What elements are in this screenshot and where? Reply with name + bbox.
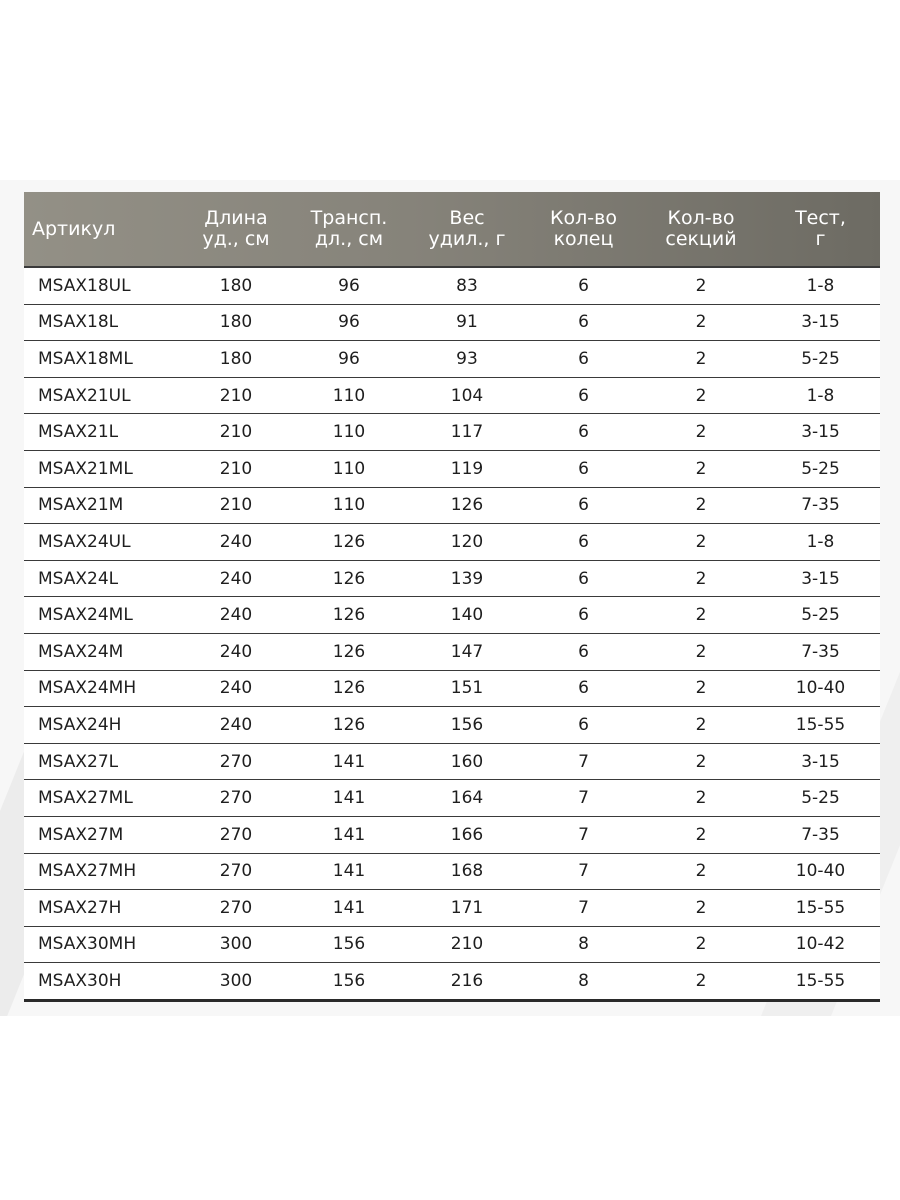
- cell-transport-length: 96: [290, 267, 408, 304]
- cell-weight: 91: [408, 304, 526, 341]
- cell-article: MSAX18UL: [24, 267, 182, 304]
- cell-article: MSAX21ML: [24, 450, 182, 487]
- table-row: [24, 597, 880, 634]
- cell-weight: 171: [408, 890, 526, 927]
- cell-sections-count: 2: [641, 450, 761, 487]
- cell-sections-count: 2: [641, 890, 761, 927]
- cell-rod-length: 240: [182, 524, 290, 561]
- header-label: уд., см: [202, 228, 270, 250]
- table-row: [24, 707, 880, 744]
- cell-rings-count: 8: [526, 926, 641, 963]
- cell-article: MSAX24MH: [24, 670, 182, 707]
- header-label: Артикул: [32, 217, 116, 240]
- cell-article: MSAX27L: [24, 743, 182, 780]
- cell-rod-length: 270: [182, 780, 290, 817]
- cell-sections-count: 2: [641, 853, 761, 890]
- cell-test: 10-40: [761, 670, 880, 707]
- cell-rings-count: 7: [526, 890, 641, 927]
- cell-rings-count: 6: [526, 707, 641, 744]
- cell-rings-count: 6: [526, 633, 641, 670]
- cell-weight: 166: [408, 816, 526, 853]
- header-rings-count: [526, 192, 641, 267]
- cell-transport-length: 110: [290, 377, 408, 414]
- cell-test: 3-15: [761, 560, 880, 597]
- header-row: [24, 192, 880, 267]
- cell-transport-length: 110: [290, 450, 408, 487]
- cell-article: MSAX18L: [24, 304, 182, 341]
- cell-test: 3-15: [761, 304, 880, 341]
- cell-rod-length: 240: [182, 670, 290, 707]
- cell-rings-count: 6: [526, 487, 641, 524]
- cell-sections-count: 2: [641, 926, 761, 963]
- cell-sections-count: 2: [641, 377, 761, 414]
- cell-transport-length: 96: [290, 304, 408, 341]
- cell-weight: 139: [408, 560, 526, 597]
- cell-sections-count: 2: [641, 304, 761, 341]
- header-label: секций: [665, 228, 737, 250]
- cell-weight: 83: [408, 267, 526, 304]
- cell-weight: 168: [408, 853, 526, 890]
- cell-sections-count: 2: [641, 414, 761, 451]
- header-label: колец: [553, 228, 614, 250]
- cell-weight: 104: [408, 377, 526, 414]
- cell-test: 15-55: [761, 963, 880, 1001]
- cell-sections-count: 2: [641, 743, 761, 780]
- cell-rings-count: 8: [526, 963, 641, 1001]
- cell-rings-count: 7: [526, 853, 641, 890]
- cell-test: 7-35: [761, 816, 880, 853]
- cell-sections-count: 2: [641, 597, 761, 634]
- header-label: Кол-во: [667, 207, 735, 229]
- cell-sections-count: 2: [641, 560, 761, 597]
- cell-rod-length: 300: [182, 926, 290, 963]
- cell-sections-count: 2: [641, 963, 761, 1001]
- cell-article: MSAX21L: [24, 414, 182, 451]
- cell-rod-length: 180: [182, 341, 290, 378]
- cell-weight: 151: [408, 670, 526, 707]
- cell-transport-length: 126: [290, 707, 408, 744]
- cell-rings-count: 6: [526, 450, 641, 487]
- cell-rings-count: 6: [526, 670, 641, 707]
- cell-rings-count: 6: [526, 524, 641, 561]
- cell-transport-length: 141: [290, 816, 408, 853]
- header-label: удил., г: [428, 228, 506, 250]
- cell-test: 10-42: [761, 926, 880, 963]
- cell-transport-length: 141: [290, 743, 408, 780]
- cell-test: 5-25: [761, 597, 880, 634]
- cell-weight: 117: [408, 414, 526, 451]
- cell-transport-length: 126: [290, 560, 408, 597]
- cell-rings-count: 7: [526, 780, 641, 817]
- cell-sections-count: 2: [641, 267, 761, 304]
- header-label: Кол-во: [550, 207, 617, 229]
- cell-transport-length: 156: [290, 963, 408, 1001]
- table-row: [24, 890, 880, 927]
- cell-weight: 156: [408, 707, 526, 744]
- header-weight: [408, 192, 526, 267]
- cell-rod-length: 210: [182, 414, 290, 451]
- cell-article: MSAX27ML: [24, 780, 182, 817]
- header-label: Длина: [204, 207, 268, 229]
- table-row: [24, 963, 880, 1001]
- cell-sections-count: 2: [641, 341, 761, 378]
- cell-weight: 160: [408, 743, 526, 780]
- cell-article: MSAX21M: [24, 487, 182, 524]
- header-label: Вес: [449, 207, 485, 229]
- cell-article: MSAX27H: [24, 890, 182, 927]
- cell-weight: 147: [408, 633, 526, 670]
- cell-sections-count: 2: [641, 707, 761, 744]
- cell-article: MSAX24ML: [24, 597, 182, 634]
- cell-sections-count: 2: [641, 780, 761, 817]
- cell-article: MSAX18ML: [24, 341, 182, 378]
- cell-transport-length: 110: [290, 414, 408, 451]
- cell-article: MSAX27M: [24, 816, 182, 853]
- table-row: [24, 926, 880, 963]
- cell-rod-length: 270: [182, 743, 290, 780]
- cell-article: MSAX24M: [24, 633, 182, 670]
- cell-rod-length: 240: [182, 597, 290, 634]
- header-rod-length: [182, 192, 290, 267]
- cell-transport-length: 126: [290, 597, 408, 634]
- table-row: [24, 780, 880, 817]
- cell-test: 1-8: [761, 267, 880, 304]
- cell-transport-length: 126: [290, 670, 408, 707]
- table-row: [24, 304, 880, 341]
- table-header: [24, 192, 880, 267]
- cell-rod-length: 270: [182, 853, 290, 890]
- table-row: [24, 816, 880, 853]
- cell-sections-count: 2: [641, 524, 761, 561]
- spec-table-container: [24, 192, 880, 1002]
- cell-rings-count: 6: [526, 377, 641, 414]
- header-article: [24, 192, 182, 267]
- spec-table: [24, 192, 880, 1002]
- header-label: г: [815, 228, 826, 250]
- cell-rings-count: 6: [526, 304, 641, 341]
- cell-rod-length: 210: [182, 450, 290, 487]
- table-row: [24, 450, 880, 487]
- cell-transport-length: 156: [290, 926, 408, 963]
- cell-transport-length: 141: [290, 780, 408, 817]
- cell-test: 5-25: [761, 341, 880, 378]
- cell-article: MSAX30MH: [24, 926, 182, 963]
- cell-sections-count: 2: [641, 670, 761, 707]
- cell-sections-count: 2: [641, 487, 761, 524]
- cell-weight: 120: [408, 524, 526, 561]
- cell-rod-length: 240: [182, 633, 290, 670]
- cell-weight: 210: [408, 926, 526, 963]
- table-row: [24, 377, 880, 414]
- cell-rod-length: 270: [182, 890, 290, 927]
- cell-rod-length: 300: [182, 963, 290, 1001]
- cell-test: 5-25: [761, 450, 880, 487]
- table-row: [24, 414, 880, 451]
- header-label: Трансп.: [310, 207, 388, 229]
- cell-test: 1-8: [761, 524, 880, 561]
- cell-sections-count: 2: [641, 633, 761, 670]
- cell-sections-count: 2: [641, 816, 761, 853]
- header-label: Тест,: [795, 207, 846, 229]
- cell-transport-length: 110: [290, 487, 408, 524]
- cell-weight: 140: [408, 597, 526, 634]
- cell-weight: 164: [408, 780, 526, 817]
- table-row: [24, 633, 880, 670]
- cell-rings-count: 6: [526, 597, 641, 634]
- cell-rod-length: 240: [182, 560, 290, 597]
- table-row: [24, 670, 880, 707]
- table-row: [24, 743, 880, 780]
- cell-weight: 93: [408, 341, 526, 378]
- cell-rod-length: 240: [182, 707, 290, 744]
- cell-test: 3-15: [761, 743, 880, 780]
- cell-rod-length: 270: [182, 816, 290, 853]
- cell-rings-count: 6: [526, 560, 641, 597]
- cell-article: MSAX24L: [24, 560, 182, 597]
- header-sections-count: [641, 192, 761, 267]
- cell-test: 10-40: [761, 853, 880, 890]
- cell-rings-count: 7: [526, 816, 641, 853]
- cell-article: MSAX27MH: [24, 853, 182, 890]
- cell-test: 1-8: [761, 377, 880, 414]
- cell-transport-length: 141: [290, 890, 408, 927]
- cell-test: 15-55: [761, 890, 880, 927]
- cell-rod-length: 210: [182, 377, 290, 414]
- table-row: [24, 487, 880, 524]
- cell-rings-count: 6: [526, 414, 641, 451]
- cell-transport-length: 126: [290, 524, 408, 561]
- cell-weight: 119: [408, 450, 526, 487]
- cell-rod-length: 180: [182, 267, 290, 304]
- cell-test: 15-55: [761, 707, 880, 744]
- header-transport-length: [290, 192, 408, 267]
- header-test: [761, 192, 880, 267]
- cell-article: MSAX24H: [24, 707, 182, 744]
- cell-test: 7-35: [761, 487, 880, 524]
- cell-transport-length: 96: [290, 341, 408, 378]
- table-row: [24, 341, 880, 378]
- cell-rod-length: 180: [182, 304, 290, 341]
- cell-rings-count: 6: [526, 341, 641, 378]
- cell-transport-length: 141: [290, 853, 408, 890]
- cell-rod-length: 210: [182, 487, 290, 524]
- cell-article: MSAX21UL: [24, 377, 182, 414]
- table-row: [24, 267, 880, 304]
- cell-test: 7-35: [761, 633, 880, 670]
- table-body: [24, 267, 880, 1000]
- header-label: дл., см: [314, 228, 384, 250]
- cell-rings-count: 6: [526, 267, 641, 304]
- cell-article: MSAX30H: [24, 963, 182, 1001]
- cell-test: 5-25: [761, 780, 880, 817]
- table-row: [24, 524, 880, 561]
- table-row: [24, 560, 880, 597]
- cell-transport-length: 126: [290, 633, 408, 670]
- cell-article: MSAX24UL: [24, 524, 182, 561]
- table-row: [24, 853, 880, 890]
- cell-weight: 126: [408, 487, 526, 524]
- cell-test: 3-15: [761, 414, 880, 451]
- cell-weight: 216: [408, 963, 526, 1001]
- cell-rings-count: 7: [526, 743, 641, 780]
